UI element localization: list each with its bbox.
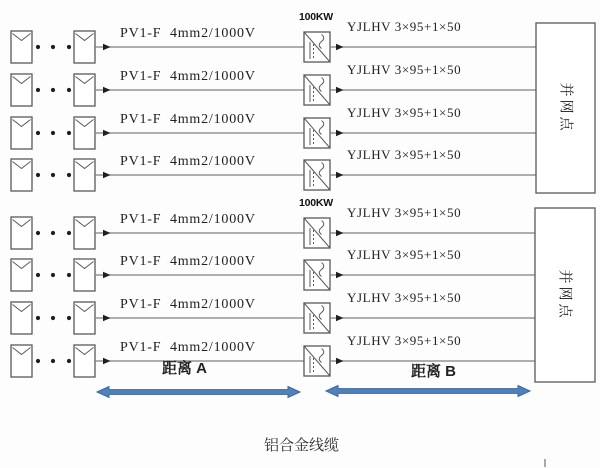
ac-cable-label: YJLHV 3×95+1×50	[347, 19, 462, 34]
pv-cable-label: PV1-F 4mm2/1000V	[120, 69, 256, 84]
pv-string-row	[11, 259, 535, 291]
pv-string-row	[11, 159, 536, 191]
ellipsis-dots	[36, 173, 71, 177]
pv-module-icon	[74, 302, 95, 334]
distance-arrow	[97, 387, 300, 398]
inverter-icon	[304, 160, 330, 190]
pv-module-icon	[11, 74, 32, 106]
flow-arrowhead	[336, 130, 344, 136]
pv-module-icon	[11, 31, 32, 63]
pv-module-icon	[74, 217, 95, 249]
pv-module-icon	[11, 159, 32, 191]
ac-cable-label: YJLHV 3×95+1×50	[347, 105, 462, 120]
pv-cable-label: PV1-F 4mm2/1000V	[120, 26, 256, 41]
pv-string-row	[11, 74, 536, 106]
pv-cable-label: PV1-F 4mm2/1000V	[120, 112, 256, 127]
inverter-icon	[304, 346, 330, 376]
pv-module-icon	[74, 159, 95, 191]
ac-cable-label: YJLHV 3×95+1×50	[347, 62, 462, 77]
pv-string-row	[11, 217, 535, 249]
flow-arrowhead	[103, 230, 111, 236]
grid-point-label: 并网点	[557, 269, 574, 321]
ac-cable-label: YJLHV 3×95+1×50	[347, 290, 462, 305]
ac-cable-label: YJLHV 3×95+1×50	[347, 205, 462, 220]
pv-cable-label: PV1-F 4mm2/1000V	[120, 340, 256, 355]
inverter-icon	[304, 32, 330, 62]
flow-arrowhead	[336, 315, 344, 321]
pv-module-icon	[11, 117, 32, 149]
ac-cable-label: YJLHV 3×95+1×50	[347, 147, 462, 162]
distance-arrow	[326, 386, 530, 397]
footer-cable-type-label: 铝合金线缆	[264, 437, 340, 454]
ellipsis-dots	[36, 359, 71, 363]
inverter-icon	[304, 75, 330, 105]
ellipsis-dots	[36, 88, 71, 92]
inverter-icon	[304, 260, 330, 290]
inverter-icon	[304, 303, 330, 333]
pv-module-icon	[74, 74, 95, 106]
distance-b-label: 距离 B	[411, 363, 457, 380]
flow-arrowhead	[103, 272, 111, 278]
ac-cable-label: YJLHV 3×95+1×50	[347, 333, 462, 348]
flow-arrowhead	[103, 44, 111, 50]
ellipsis-dots	[36, 45, 71, 49]
flow-arrowhead	[336, 172, 344, 178]
pv-cable-label: PV1-F 4mm2/1000V	[120, 154, 256, 169]
distance-a-label: 距离 A	[162, 360, 208, 377]
flow-arrowhead	[103, 358, 111, 364]
inverter-icon	[304, 118, 330, 148]
pv-module-icon	[11, 302, 32, 334]
inverter-power-label: 100KW	[299, 11, 334, 23]
pv-module-icon	[74, 345, 95, 377]
pv-module-icon	[74, 117, 95, 149]
pv-module-icon	[11, 217, 32, 249]
pv-cable-label: PV1-F 4mm2/1000V	[120, 212, 256, 227]
pv-module-icon	[74, 31, 95, 63]
flow-arrowhead	[336, 358, 344, 364]
pv-module-icon	[11, 259, 32, 291]
grid-point-label: 并网点	[558, 82, 575, 134]
pv-string-row	[11, 302, 535, 334]
ellipsis-dots	[36, 131, 71, 135]
ac-cable-label: YJLHV 3×95+1×50	[347, 247, 462, 262]
pv-string-row	[11, 117, 536, 149]
pv-string-row	[11, 345, 535, 377]
inverter-power-label: 100KW	[299, 197, 334, 209]
ellipsis-dots	[36, 316, 71, 320]
flow-arrowhead	[336, 44, 344, 50]
flow-arrowhead	[103, 130, 111, 136]
flow-arrowhead	[336, 272, 344, 278]
flow-arrowhead	[336, 230, 344, 236]
pv-module-icon	[74, 259, 95, 291]
flow-arrowhead	[103, 172, 111, 178]
pv-module-icon	[11, 345, 32, 377]
flow-arrowhead	[103, 315, 111, 321]
pv-cable-label: PV1-F 4mm2/1000V	[120, 254, 256, 269]
ellipsis-dots	[36, 231, 71, 235]
pv-string-row	[11, 31, 536, 63]
pv-cable-label: PV1-F 4mm2/1000V	[120, 297, 256, 312]
flow-arrowhead	[336, 87, 344, 93]
ellipsis-dots	[36, 273, 71, 277]
flow-arrowhead	[103, 87, 111, 93]
inverter-icon	[304, 218, 330, 248]
